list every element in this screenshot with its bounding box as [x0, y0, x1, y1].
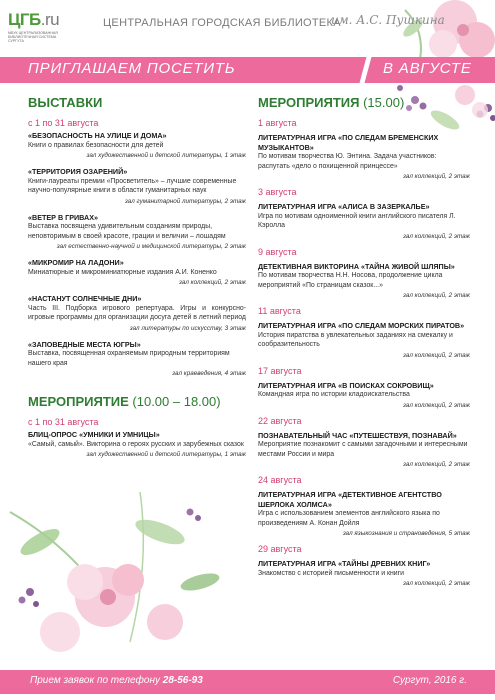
exhibition-item — [28, 167, 246, 206]
event-date: 3 августа — [258, 187, 297, 197]
event-title: ДЕТЕКТИВНАЯ ВИКТОРИНА «ТАЙНА ЖИВОЙ ШЛЯПЫ» — [258, 261, 455, 271]
exhibition-title: «НАСТАНУТ СОЛНЕЧНЫЕ ДНИ» — [28, 294, 142, 303]
exhibition-desc: Часть III. Подборка игрового репертуара. Игры и конкурсно-игровые программы для организации досуга детей в летний период — [28, 304, 246, 321]
phone-number[interactable]: 28-56-93 — [162, 675, 203, 686]
event-title: ЛИТЕРАТУРНАЯ ИГРА «ПО СЛЕДАМ БРЕМЕНСКИХ МУЗЫКАНТОВ» — [258, 133, 439, 152]
event-place: зал коллекций, 2 этаж — [403, 401, 470, 409]
event-title: ЛИТЕРАТУРНАЯ ИГРА «В ПОИСКАХ СОКРОВИЩ» — [258, 380, 434, 390]
banner-invite-text: ПРИГЛАШАЕМ ПОСЕТИТЬ — [28, 60, 236, 77]
event-item — [258, 247, 470, 301]
event-left-item-place: зал художественной и детской литературы, 1 этаж — [86, 451, 246, 458]
header — [0, 0, 495, 52]
exhibitions-column — [28, 95, 246, 466]
library-logo[interactable] — [8, 10, 94, 44]
exhibition-item — [28, 213, 246, 252]
event-left-item-desc: «Самый, самый». Викторина о героях русских и зарубежных сказок — [28, 440, 244, 448]
event-place: зал языкознания и страноведения, 5 этаж — [342, 530, 470, 537]
event-title: ЛИТЕРАТУРНАЯ ИГРА «АЛИСА В ЗАЗЕРКАЛЬЕ» — [258, 202, 430, 211]
event-left-date: с 1 по 31 августа — [28, 417, 99, 427]
event-title: ПОЗНАВАТЕЛЬНЫЙ ЧАС «ПУТЕШЕСТВУЯ, ПОЗНАВАЙ» — [258, 430, 457, 440]
event-place: зал коллекций, 2 этаж — [403, 173, 470, 180]
exhibition-desc: Выставка посвящена удивительным созданиям природы, неповторимым в своей красоте, грации и величии – лошадям — [28, 223, 226, 240]
exhibition-item — [28, 294, 246, 333]
event-desc: По мотивам творчества Н.Н. Носова, продолжение цикла мероприятий «По страницам сказок...» — [258, 272, 443, 289]
exhibition-place: зал художественной и детской литературы, 1 этаж — [86, 152, 246, 159]
event-place: зал коллекций, 2 этаж — [403, 232, 470, 240]
event-title: ЛИТЕРАТУРНАЯ ИГРА «ПО СЛЕДАМ МОРСКИХ ПИРАТОВ» — [258, 321, 465, 330]
event-desc: Игра по мотивам одноименной книги английского писателя Л. Кэролла — [258, 212, 456, 229]
event-item — [258, 187, 470, 241]
event-item — [258, 544, 470, 588]
exhibition-place: зал естественно-научной и медицинской литературы, 2 этаж — [56, 243, 246, 250]
event-left-item — [28, 430, 246, 459]
exhibition-title: «БЕЗОПАСНОСТЬ НА УЛИЦЕ И ДОМА» — [28, 131, 167, 140]
exhibition-place: зал коллекций, 2 этаж — [179, 279, 246, 286]
event-desc: По мотивам творчества Ю. Энтина. Задача участников: распутать «дело о похищенной принцессе» — [258, 153, 437, 170]
event-item — [258, 118, 470, 181]
exhibitions-date: с 1 по 31 августа — [28, 118, 99, 128]
exhibition-place: зал литературы по искусству, 3 этаж — [129, 324, 246, 332]
event-desc: Знакомство с историей письменности и книги — [258, 569, 405, 577]
event-place: зал коллекций, 2 этаж — [403, 351, 470, 359]
event-item — [258, 306, 470, 360]
event-date: 17 августа — [258, 365, 302, 376]
event-desc: Мероприятие познакомит с самыми загадочными и интересными местами России и мира — [258, 441, 468, 458]
exhibition-title: «ВЕТЕР В ГРИВАХ» — [28, 212, 98, 222]
event-date: 24 августа — [258, 475, 302, 485]
event-date: 22 августа — [258, 415, 302, 426]
exhibition-desc: Книги-лауреаты премии «Просветитель» – лучшие современные научно-популярные книги в области гуманитарных наук — [28, 177, 237, 194]
event-desc: Командная игра по истории кладоискательства — [258, 391, 410, 398]
exhibition-desc: Миниатюрные и микроминиатюрные издания А.И. Коненко — [28, 268, 217, 276]
event-date: 11 августа — [258, 306, 301, 316]
event-left-title: МЕРОПРИЯТИЕ (10.00 – 18.00) — [28, 394, 221, 409]
event-item — [258, 416, 470, 470]
events-column — [258, 95, 470, 594]
event-left-item-title: БЛИЦ-ОПРОС «УМНИКИ И УМНИЦЫ» — [28, 430, 160, 439]
exhibition-desc: Книги о правилах безопасности для детей — [28, 141, 164, 149]
exhibition-title: «ЗАПОВЕДНЫЕ МЕСТА ЮГРЫ» — [28, 339, 141, 349]
event-title: ЛИТЕРАТУРНАЯ ИГРА «ДЕТЕКТИВНОЕ АГЕНТСТВО ШЕРЛОКА ХОЛМСА» — [258, 490, 442, 509]
exhibition-item — [28, 258, 246, 287]
logo-subtitle: МБУК ЦЕНТРАЛИЗОВАННАЯ БИБЛИОТЕЧНАЯ СИСТЕМА СУРГУТА — [8, 31, 58, 43]
flower-decoration-bottom — [0, 472, 240, 672]
event-desc: История пиратства в увлекательных заданиях на смекалку и сообразительность — [258, 331, 453, 348]
exhibition-title: «МИКРОМИР НА ЛАДОНИ» — [28, 258, 124, 267]
event-item — [258, 366, 470, 410]
banner-month-text: В АВГУСТЕ — [383, 60, 472, 77]
exhibition-title: «ТЕРРИТОРИЯ ОЗАРЕНИЙ» — [28, 167, 128, 176]
event-title: ЛИТЕРАТУРНАЯ ИГРА «ТАЙНЫ ДРЕВНИХ КНИГ» — [258, 559, 431, 568]
library-name: ЦЕНТРАЛЬНАЯ ГОРОДСКАЯ БИБЛИОТЕКА — [103, 17, 341, 29]
event-item — [258, 475, 470, 538]
footer-bar — [0, 670, 495, 694]
event-place: зал коллекций, 2 этаж — [403, 580, 470, 587]
exhibition-item — [28, 131, 246, 160]
exhibitions-title: ВЫСТАВКИ — [28, 95, 103, 110]
library-signature: им. А.С. Пушкина — [331, 13, 445, 27]
event-date: 29 августа — [258, 544, 302, 554]
footer-phone-info: Прием заявок по телефону 28-56-93 — [30, 675, 203, 686]
exhibition-place: зал краеведения, 4 этаж — [172, 370, 246, 377]
logo-mark: ЦГБ.ru — [8, 10, 60, 29]
footer-city-year: Сургут, 2016 г. — [392, 675, 467, 686]
events-title: МЕРОПРИЯТИЯ (15.00) — [258, 95, 405, 110]
event-date: 9 августа — [258, 246, 297, 257]
exhibition-desc: Выставка, посвященная охраняемым природным территориям нашего края — [28, 350, 230, 367]
event-place: зал коллекций, 2 этаж — [403, 292, 470, 299]
exhibition-place: зал гуманитарной литературы, 2 этаж — [124, 197, 246, 205]
exhibition-item — [28, 340, 246, 379]
event-desc: Игра с использованием элементов английского языка по произведениям А. Конан Дойля — [258, 510, 440, 527]
event-date: 1 августа — [258, 118, 297, 128]
event-place: зал коллекций, 2 этаж — [403, 461, 470, 468]
